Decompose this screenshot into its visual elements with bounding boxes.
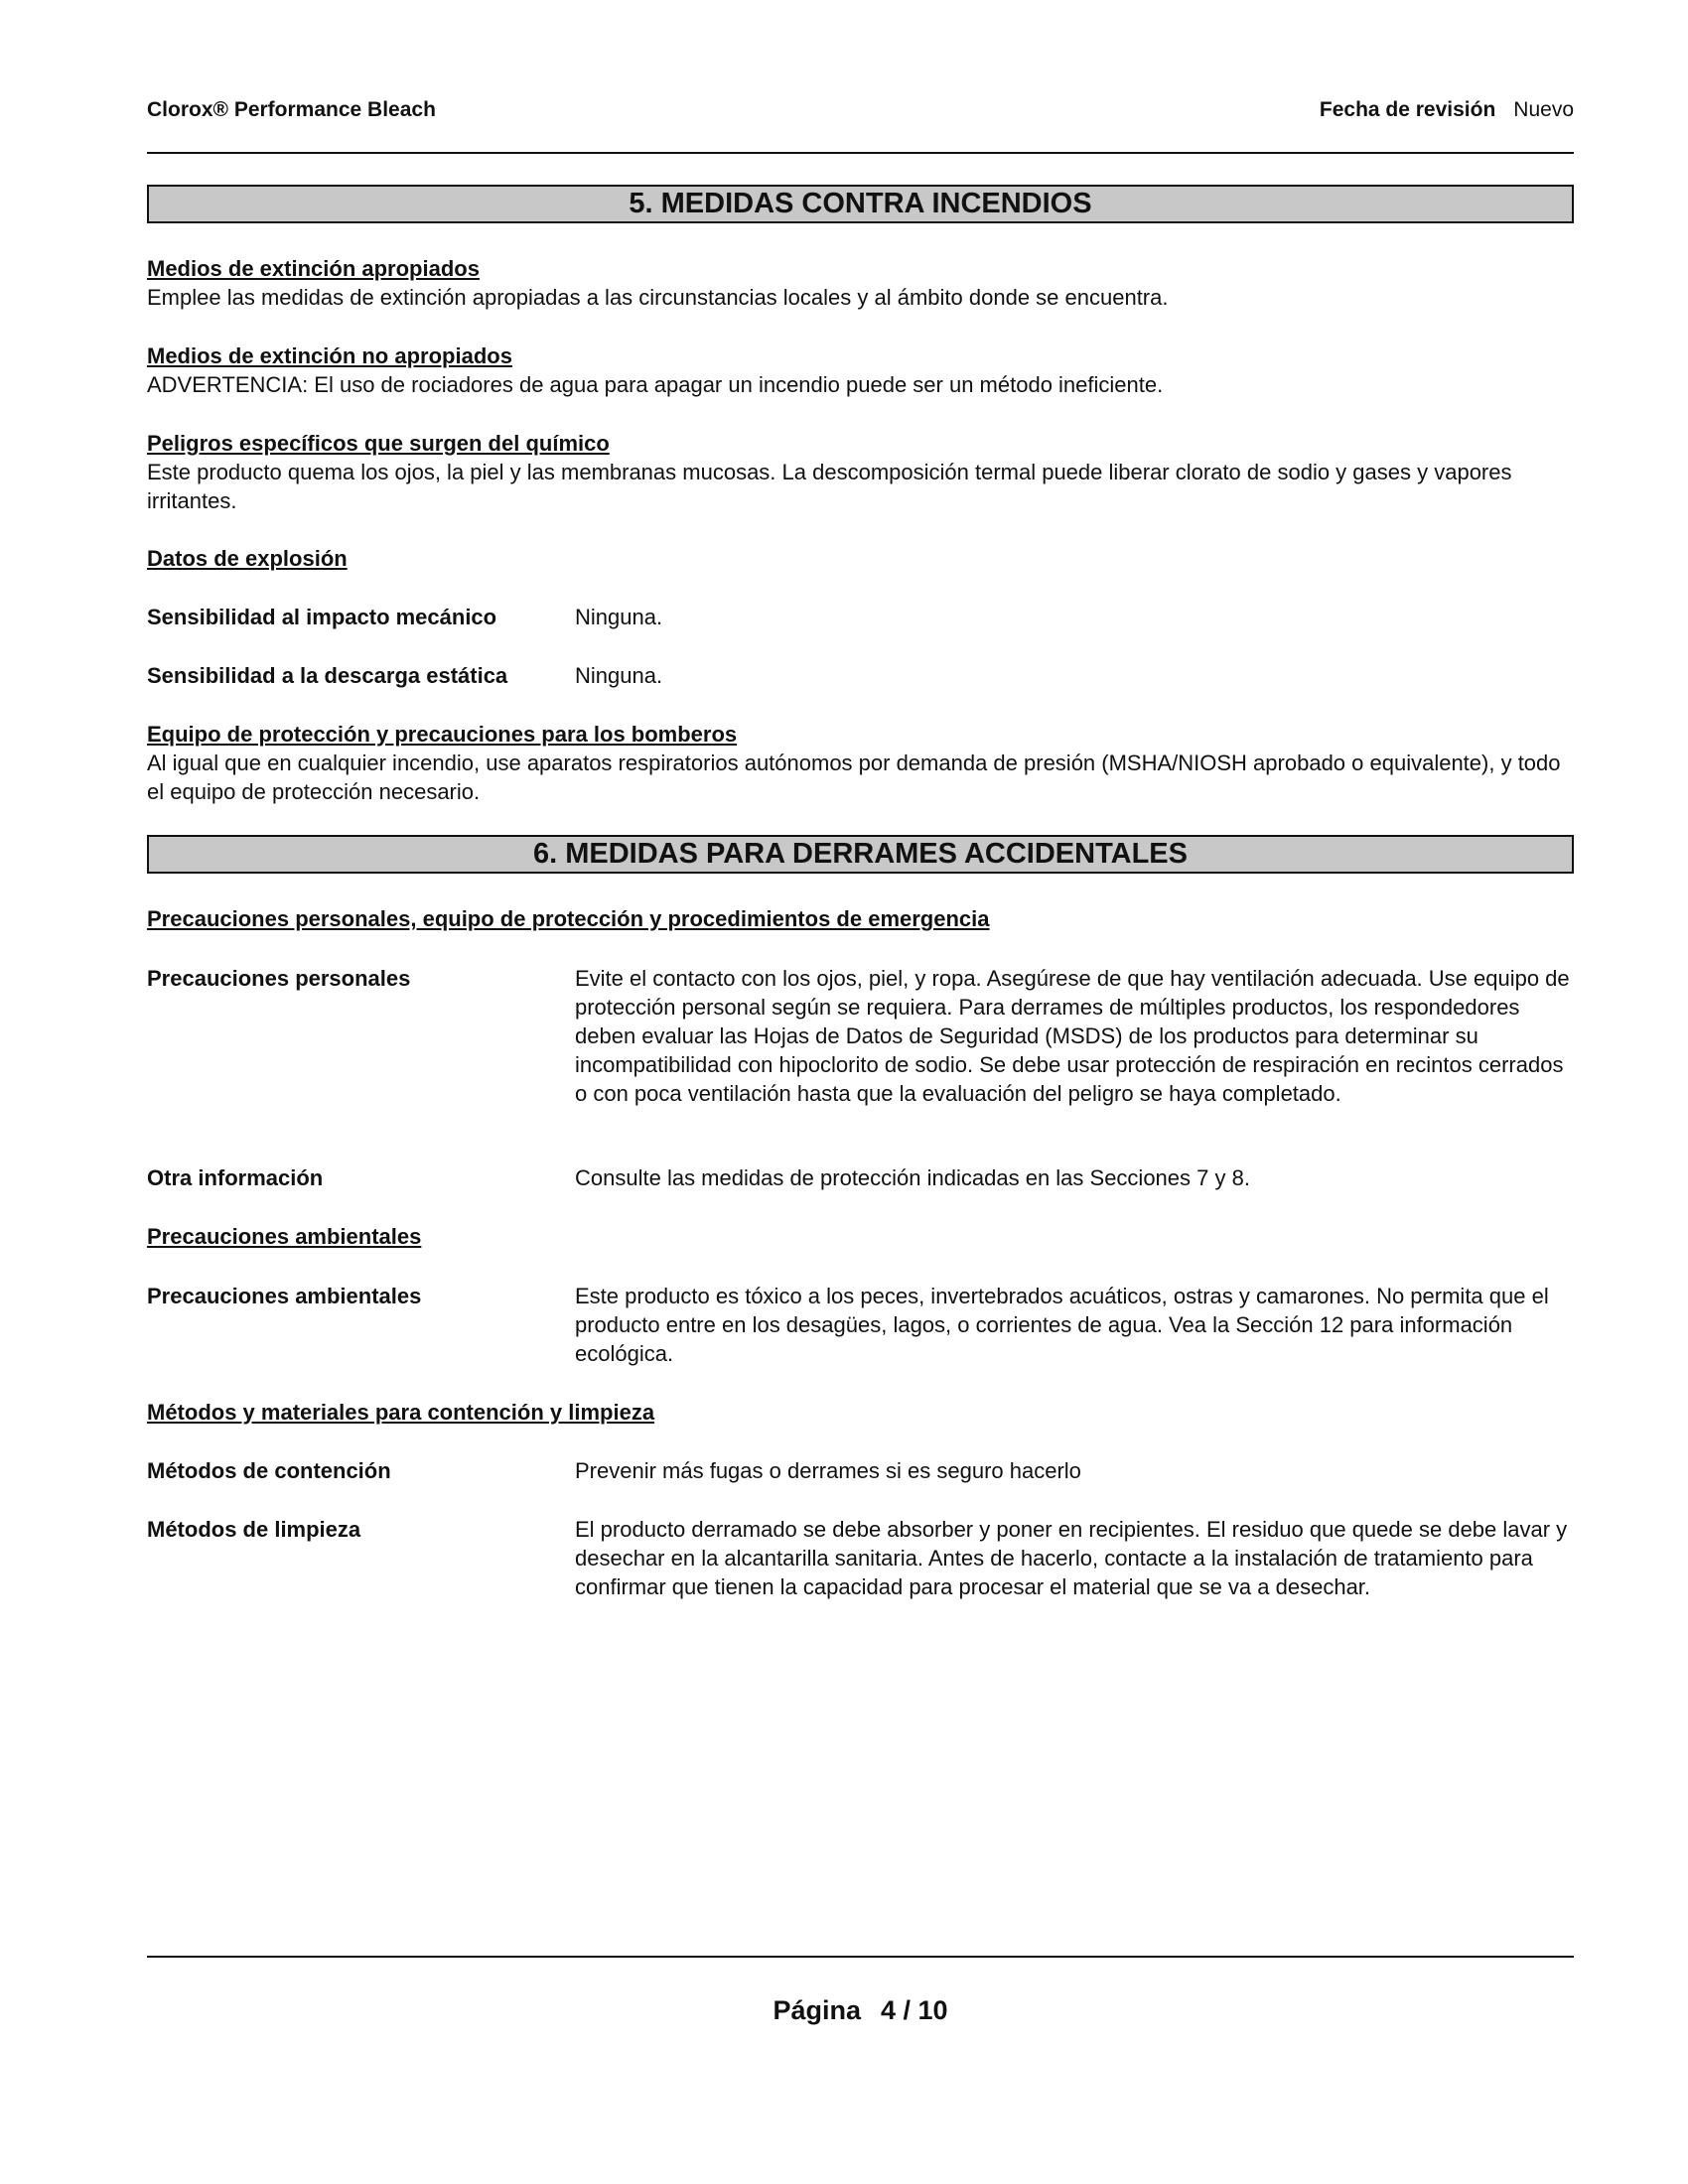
product-name: Clorox® Performance Bleach [147,98,436,121]
methods-heading: Métodos y materiales para contención y limpieza [147,1400,655,1425]
static-sensitivity-value: Ninguna. [575,663,663,688]
personal-precautions-heading: Precauciones personales, equipo de protección y procedimientos de emergencia [147,906,990,931]
specific-hazards-text: Este producto quema los ojos, la piel y las membranas mucosas. La descomposición termal puede liberar clorato de sodio y gases y vapores irritantes. [147,460,1512,513]
specific-hazards-block [147,429,1574,515]
impact-sensitivity-label: Sensibilidad al impacto mecánico [147,605,497,629]
unsuitable-media-block [147,341,1574,399]
page-number: 4 / 10 [880,1995,948,2025]
firefighter-ppe-text: Al igual que en cualquier incendio, use aparatos respiratorios autónomos por demanda de presión (MSHA/NIOSH aprobado o equivalente), y todo el equipo de protección necesario. [147,751,1561,804]
section-6-title: 6. MEDIDAS PARA DERRAMES ACCIDENTALES [147,835,1574,874]
header-rule [147,152,1574,154]
cleanup-text: El producto derramado se debe absorber y poner en recipientes. El residuo que quede se debe lavar y desechar en la alcantarilla sanitaria. Antes de hacerlo, contacte a la instalación de tratamiento para confirmar que tienen la capacidad para procesar el material que se va a desechar. [575,1517,1568,1599]
page-footer [147,1995,1574,2026]
environmental-label: Precauciones ambientales [147,1284,422,1308]
revision-info [1320,98,1574,122]
footer-rule [147,1956,1574,1958]
impact-sensitivity-value: Ninguna. [575,605,663,629]
suitable-media-block [147,254,1574,312]
explosion-data-heading: Datos de explosión [147,546,348,571]
containment-text: Prevenir más fugas o derrames si es seguro hacerlo [575,1458,1081,1483]
suitable-media-text: Emplee las medidas de extinción apropiadas a las circunstancias locales y al ámbito donde se encuentra. [147,285,1169,310]
unsuitable-media-text: ADVERTENCIA: El uso de rociadores de agua para apagar un incendio puede ser un método ineficiente. [147,372,1164,397]
firefighter-ppe-heading: Equipo de protección y precauciones para los bomberos [147,722,738,747]
cleanup-label: Métodos de limpieza [147,1517,361,1542]
revision-label: Fecha de revisión [1319,98,1496,121]
other-info-label: Otra información [147,1165,324,1190]
explosion-data-heading-block [147,544,1574,573]
revision-value: Nuevo [1513,98,1574,121]
environmental-heading-block [147,1222,1574,1251]
other-info-text: Consulte las medidas de protección indicadas en las Secciones 7 y 8. [575,1165,1250,1190]
environmental-heading: Precauciones ambientales [147,1224,422,1249]
environmental-text: Este producto es tóxico a los peces, invertebrados acuáticos, ostras y camarones. No permita que el producto entre en los desagües, lagos, o corrientes de agua. Vea la Sección 12 para información ecológica. [575,1284,1549,1366]
personal-precautions-label: Precauciones personales [147,966,411,991]
containment-label: Métodos de contención [147,1458,391,1483]
unsuitable-media-heading: Medios de extinción no apropiados [147,343,512,368]
static-sensitivity-label: Sensibilidad a la descarga estática [147,663,508,688]
methods-heading-block [147,1398,1574,1427]
personal-precautions-heading-block [147,904,1574,933]
section-5-title: 5. MEDIDAS CONTRA INCENDIOS [147,185,1574,223]
page-label: Página [773,1995,861,2025]
suitable-media-heading: Medios de extinción apropiados [147,256,480,281]
document-page [147,0,1574,2184]
firefighter-ppe-block [147,720,1574,806]
specific-hazards-heading: Peligros específicos que surgen del químico [147,431,610,456]
personal-precautions-text: Evite el contacto con los ojos, piel, y ropa. Asegúrese de que hay ventilación adecuada. Use equipo de protección personal según se requiera. Para derrames de múltiples productos, los respondedores deben evaluar las Hojas de Datos de Seguridad (MSDS) de los productos para determinar su incompatibilidad con hipoclorito de sodio. Se debe usar protección de respiración en recintos cerrados o con poca ventilación hasta que la evaluación del peligro se haya completado. [575,966,1570,1106]
